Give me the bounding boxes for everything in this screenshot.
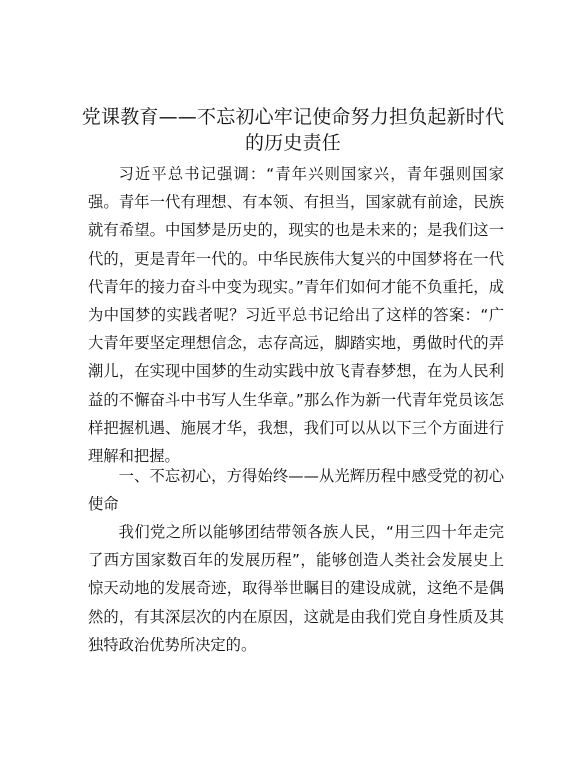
section-heading-one: 一、不忘初心，方得始终——从光辉历程中感受党的初心使命 <box>88 467 504 514</box>
paragraph-intro: 习近平总书记强调：“青年兴则国家兴，青年强则国家强。青年一代有理想、有本领、有担当，国家就有前途，民族就有希望。中国梦是历史的，现实的也是未来的；是我们这一代的，更是青年一代的。中华民族伟大复兴的中国梦将在一代代青年的接力奋斗中变为现实。”青年们如何才能不负重托，成为中国梦的实践者呢？习近平总书记给出了这样的答案：“广大青年要坚定理想信念，志存高远，脚踏实地，勇做时代的弄潮儿，在实现中国梦的生动实践中放飞青春梦想，在为人民利益的不懈奋斗中书写人生华章。”那么作为新一代青年党员该怎样把握机遇、施展才华，我想，我们可以从以下三个方面进行理解和把握。 <box>88 165 504 466</box>
paragraph-body: 我们党之所以能够团结带领各族人民，“用三四十年走完了西方国家数百年的发展历程”，能够创造人类社会发展史上惊天动地的发展奇迹，取得举世瞩目的建设成就，这绝不是偶然的，有其深层次的内在原因，这就是由我们党自身性质及其独特政治优势所决定的。 <box>88 523 504 654</box>
document-title: 党课教育——不忘初心牢记使命努力担负起新时代的历史责任 <box>81 106 505 154</box>
